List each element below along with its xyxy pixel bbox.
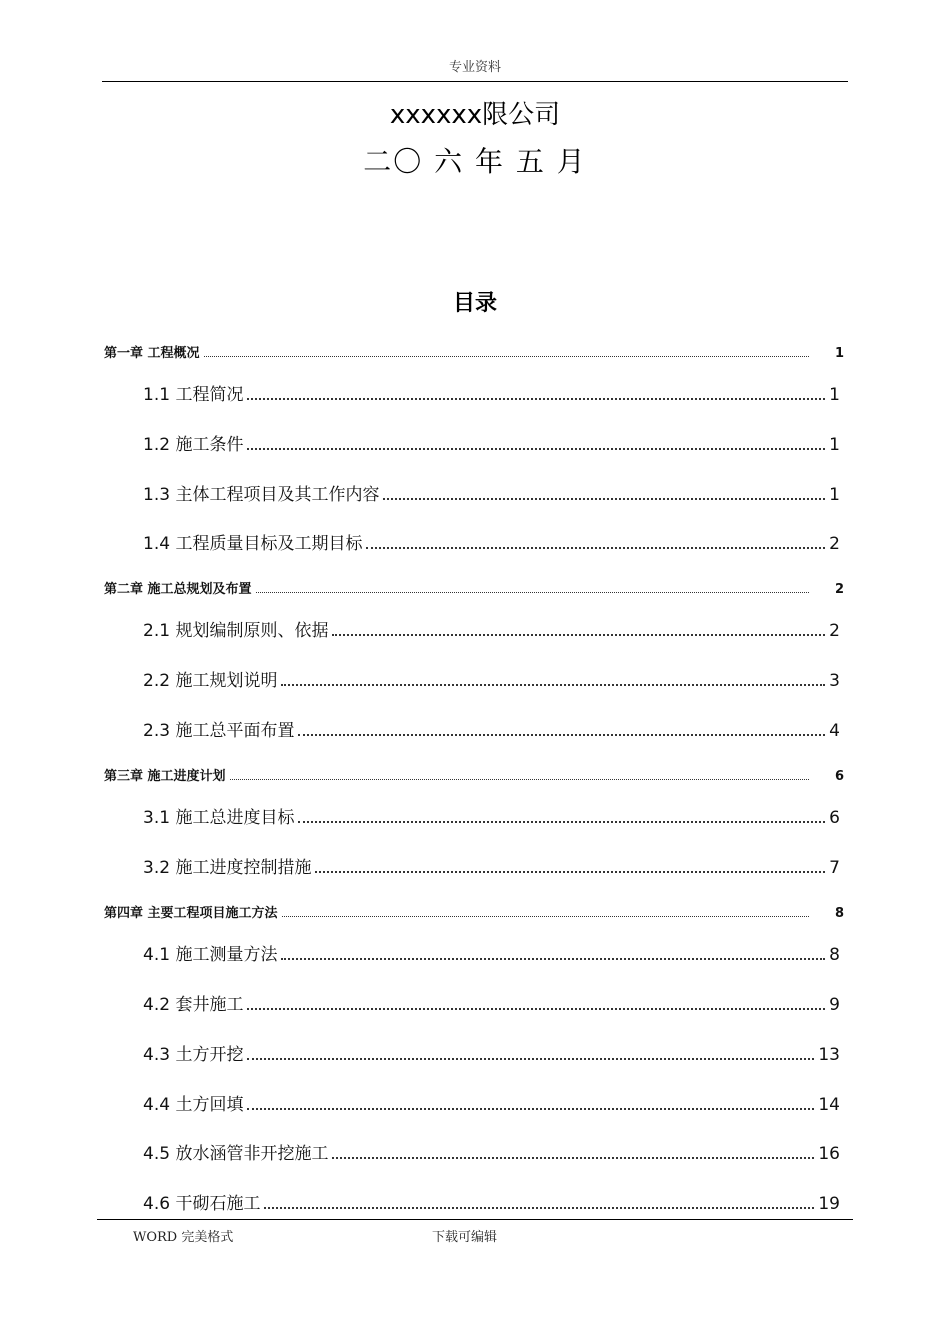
toc-entry-label: 4.6 干砌石施工 (143, 1194, 261, 1214)
toc-entry-page: 13 (818, 1045, 840, 1065)
toc-section-1-4[interactable] (143, 529, 840, 554)
toc-chapter-3[interactable] (104, 765, 844, 784)
toc-entry-page: 8 (834, 906, 844, 921)
toc-entry-label: 4.5 放水涵管非开挖施工 (143, 1144, 329, 1164)
dot-leader (298, 734, 825, 736)
toc-chapter-4[interactable] (104, 902, 844, 921)
dot-leader (230, 779, 809, 780)
dot-leader (366, 547, 825, 549)
dot-leader (256, 592, 809, 593)
toc-entry-label: 2.3 施工总平面布置 (143, 721, 295, 741)
toc-entry-page: 14 (818, 1095, 840, 1115)
dot-leader (247, 1058, 814, 1060)
toc-entry-label: 1.3 主体工程项目及其工作内容 (143, 485, 380, 505)
footer-rule (97, 1219, 853, 1220)
footer-center-text: 下载可编辑 (432, 1230, 498, 1245)
toc-title: 目录 (452, 291, 497, 316)
document-date: 二〇 六 年 五 月 (363, 145, 587, 178)
dot-leader (332, 1157, 814, 1159)
dot-leader (247, 1108, 814, 1110)
toc-section-3-1[interactable] (143, 803, 840, 828)
toc-entry-label: 3.1 施工总进度目标 (143, 808, 295, 828)
toc-entry-label: 1.4 工程质量目标及工期目标 (143, 534, 363, 554)
page-header: 专业资料 (448, 60, 501, 75)
toc-entry-page: 2 (829, 534, 840, 554)
toc-entry-label: 第三章 施工进度计划 (104, 769, 226, 784)
toc-entry-label: 4.4 土方回填 (143, 1095, 244, 1115)
dot-leader (247, 1008, 825, 1010)
toc-entry-page: 1 (834, 346, 844, 361)
toc-entry-label: 第四章 主要工程项目施工方法 (104, 906, 278, 921)
dot-leader (264, 1207, 814, 1209)
toc-entry-page: 7 (829, 858, 840, 878)
header-rule (102, 81, 848, 82)
toc-entry-page: 8 (829, 945, 840, 965)
toc-section-2-3[interactable] (143, 716, 840, 741)
toc-section-4-2[interactable] (143, 990, 840, 1015)
toc-entry-page: 19 (818, 1194, 840, 1214)
footer-left-text: WORD 完美格式 (133, 1230, 234, 1245)
toc-entry-label: 4.3 土方开挖 (143, 1045, 244, 1065)
toc-entry-label: 2.2 施工规划说明 (143, 671, 278, 691)
toc-entry-label: 第二章 施工总规划及布置 (104, 582, 252, 597)
toc-entry-page: 2 (834, 582, 844, 597)
toc-entry-page: 4 (829, 721, 840, 741)
toc-entry-page: 3 (829, 671, 840, 691)
toc-chapter-1[interactable] (104, 342, 844, 361)
dot-leader (282, 916, 809, 917)
toc-chapter-2[interactable] (104, 578, 844, 597)
toc-section-4-3[interactable] (143, 1040, 840, 1065)
dot-leader (332, 634, 825, 636)
toc-section-4-5[interactable] (143, 1139, 840, 1164)
toc-entry-page: 2 (829, 621, 840, 641)
toc-entry-page: 1 (829, 485, 840, 505)
dot-leader (247, 398, 825, 400)
toc-section-1-2[interactable] (143, 430, 840, 455)
toc-section-4-4[interactable] (143, 1090, 840, 1115)
toc-entry-page: 1 (829, 385, 840, 405)
dot-leader (281, 684, 825, 686)
toc-entry-page: 1 (829, 435, 840, 455)
dot-leader (298, 821, 825, 823)
toc-entry-page: 9 (829, 995, 840, 1015)
toc-section-1-1[interactable] (143, 380, 840, 405)
toc-entry-page: 6 (834, 769, 844, 784)
toc-entry-label: 4.2 套井施工 (143, 995, 244, 1015)
toc-entry-page: 16 (818, 1144, 840, 1164)
toc-entry-label: 4.1 施工测量方法 (143, 945, 278, 965)
toc-entry-label: 第一章 工程概况 (104, 346, 200, 361)
toc-entry-page: 6 (829, 808, 840, 828)
company-name: xxxxxx限公司 (389, 100, 561, 130)
dot-leader (315, 871, 825, 873)
dot-leader (247, 448, 825, 450)
toc-entry-label: 1.2 施工条件 (143, 435, 244, 455)
toc-entry-label: 2.1 规划编制原则、依据 (143, 621, 329, 641)
toc-section-4-1[interactable] (143, 940, 840, 965)
toc-section-4-6[interactable] (143, 1189, 840, 1214)
dot-leader (383, 498, 825, 500)
toc-section-2-2[interactable] (143, 666, 840, 691)
dot-leader (281, 958, 825, 960)
toc-section-2-1[interactable] (143, 616, 840, 641)
toc-entry-label: 1.1 工程简况 (143, 385, 244, 405)
toc-section-3-2[interactable] (143, 853, 840, 878)
toc-section-1-3[interactable] (143, 480, 840, 505)
toc-entry-label: 3.2 施工进度控制措施 (143, 858, 312, 878)
dot-leader (204, 356, 809, 357)
